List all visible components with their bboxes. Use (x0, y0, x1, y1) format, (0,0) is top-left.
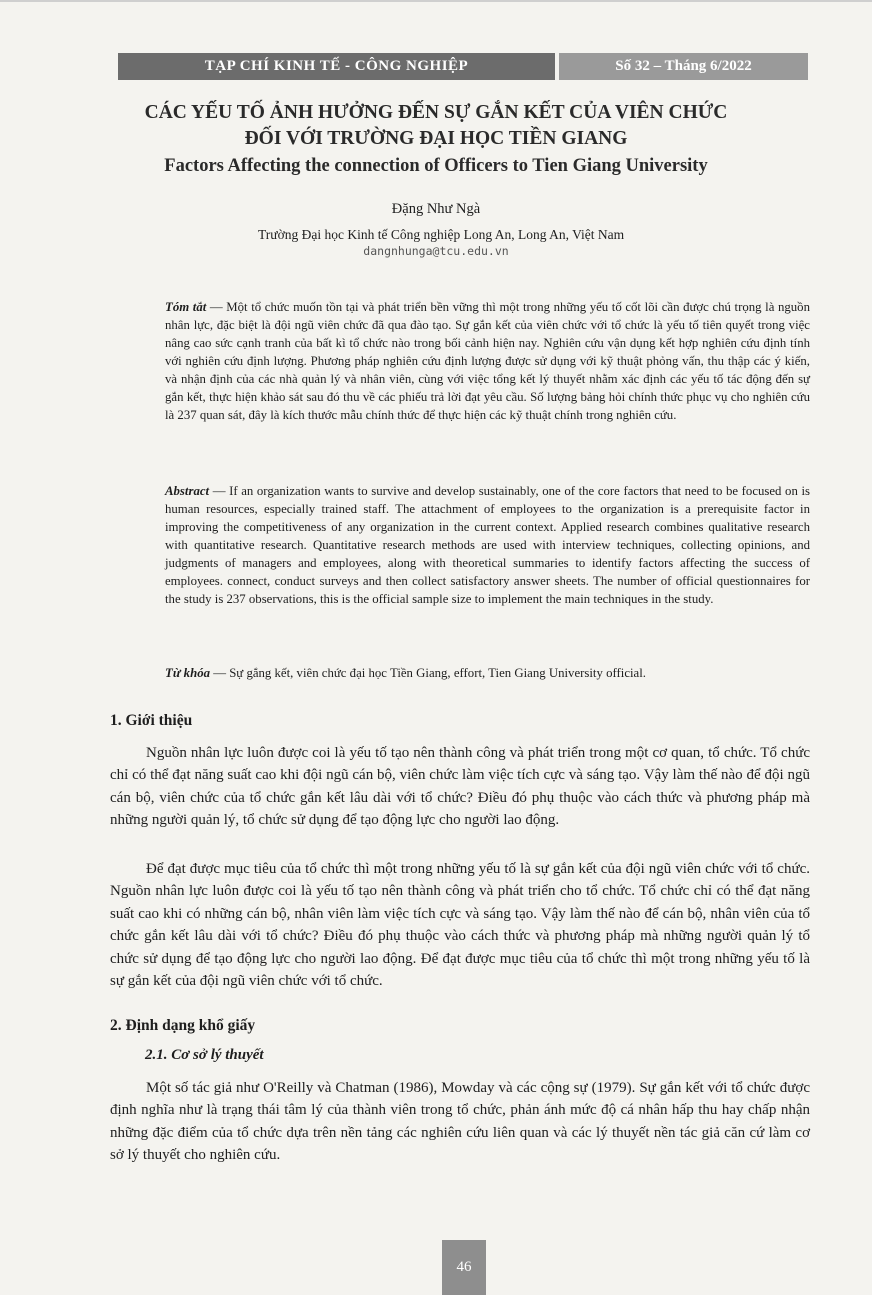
author-affiliation: Trường Đại học Kinh tế Công nghiệp Long An, Long An, Việt Nam (258, 227, 625, 242)
journal-name: TẠP CHÍ KINH TẾ - CÔNG NGHIỆP (118, 53, 555, 80)
subsection-heading-theory: 2.1. Cơ sở lý thuyết (145, 1047, 264, 1063)
section-heading-format: 2. Định dạng khổ giấy (110, 1017, 256, 1034)
issue-info: Số 32 – Tháng 6/2022 (559, 53, 808, 80)
theory-paragraph-1: Một số tác giả như O'Reilly và Chatman (1986), Mowday và các cộng sự (1979). Sự gắn kết với tổ chức được định nghĩa như là trạng thái tâm lý của thành viên trong tổ chức, phản ánh mức độ cá nhân hấp thu hay chấp nhận những đặc điểm của tổ chức dựa trên nền tảng các nghiên cứu liên quan và các lý thuyết nền tác giả căn cứ làm cơ sở lý thuyết cho nghiên cứu. (110, 1080, 810, 1164)
abstract-en-label: Abstract (165, 484, 210, 498)
abstract-en-text: — If an organization wants to survive and develop sustainably, one of the core factors that need to be focused on is human resources, especially trained staff. The attachment of employees to the organization is a prerequisite factor in improving the competitiveness of any organization in the current context. Applied research combines qualitative research with quantitative research. Quantitative research methods are used with interview techniques, collecting opinions, and judgments of managers and employees, along with theoretical summaries to identify factors affecting the success of employees. connect, conduct surveys and then collect satisfactory answer sheets. The number of official questionnaires for the study is 237 observations, this is the official sample size to implement the main techniques in the study. (165, 484, 810, 606)
keywords-label: Từ khóa (165, 666, 210, 680)
title-vi-line1: CÁC YẾU TỐ ẢNH HƯỞNG ĐẾN SỰ GẮN KẾT CỦA VIÊN CHỨC (144, 102, 728, 123)
scan-top-line (0, 0, 872, 2)
keywords-text: — Sự gắng kết, viên chức đại học Tiền Giang, effort, Tien Giang University official. (210, 666, 646, 680)
intro-paragraph-1: Nguồn nhân lực luôn được coi là yếu tố tạo nên thành công và phát triển trong một cơ quan, tổ chức. Tổ chức chỉ có thể đạt năng suất cao khi đội ngũ cán bộ, viên chức làm việc tích cực và sáng tạo. Vậy làm thế nào để đội ngũ cán bộ, viên chức của tổ chức gắn kết lâu dài với tổ chức? Điều đó phụ thuộc vào cách thức và phương pháp mà những người quản lý, tổ chức sử dụng để tạo động lực cho người lao động. (110, 745, 810, 829)
author-email: dangnhunga@tcu.edu.vn (363, 244, 509, 258)
journal-header (118, 53, 808, 80)
paper-title (80, 100, 792, 180)
title-vi-line2: ĐỐI VỚI TRƯỜNG ĐẠI HỌC TIỀN GIANG (244, 128, 628, 149)
abstract-vi (165, 298, 810, 424)
abstract-vi-label: Tóm tắt (165, 300, 207, 314)
keywords (165, 664, 810, 682)
abstract-en (165, 482, 810, 608)
title-en: Factors Affecting the connection of Officers to Tien Giang University (164, 156, 708, 176)
page-number: 46 (442, 1240, 486, 1295)
intro-paragraph-2: Để đạt được mục tiêu của tổ chức thì một trong những yếu tố là sự gắn kết của đội ngũ viên chức với tổ chức. Nguồn nhân lực luôn được coi là yếu tố tạo nên thành công và phát triển cho tổ chức. Tổ chức chỉ có thể đạt năng suất cao khi có những cán bộ, nhân viên làm việc tích cực và sáng tạo. Vậy làm thế nào để cán bộ, nhân viên của tổ chức gắn kết lâu dài với tổ chức? Điều đó phụ thuộc vào cách thức và phương pháp mà những người quản lý tổ chức sử dụng để tạo động lực cho người lao động. Để đạt được mục tiêu của tổ chức thì một trong những yếu tố là sự gắn kết của đội ngũ viên chức với tổ chức. (110, 861, 810, 990)
abstract-vi-text: — Một tổ chức muốn tồn tại và phát triển bền vững thì một trong những yếu tố cốt lõi cần được chú trọng là nguồn nhân lực, đặc biệt là đội ngũ viên chức đã qua đào tạo. Sự gắn kết của viên chức với tổ chức là yếu tố tiên quyết trong việc nâng cao sức cạnh tranh của bất kì tổ chức nào trong bối cảnh hiện nay. Nghiên cứu vận dụng kết hợp nghiên cứu định tính với nghiên cứu định lượng. Phương pháp nghiên cứu định lượng được sử dụng với kỹ thuật phỏng vấn, thu thập các ý kiến, và nhận định của các nhà quản lý và nhân viên, cùng với việc tổng kết lý thuyết nhằm xác định các yếu tố tác động đến sự gắn kết, thực hiện khảo sát sau đó thu về các phiếu trả lời đạt yêu cầu. Số lượng bảng hỏi chính thức phục vụ cho nghiên cứu là 237 quan sát, đây là kích thước mẫu chính thức để thực hiện các kỹ thuật chính trong nghiên cứu. (165, 300, 810, 422)
author-name: Đặng Như Ngà (391, 201, 481, 217)
section-heading-intro: 1. Giới thiệu (110, 712, 193, 729)
